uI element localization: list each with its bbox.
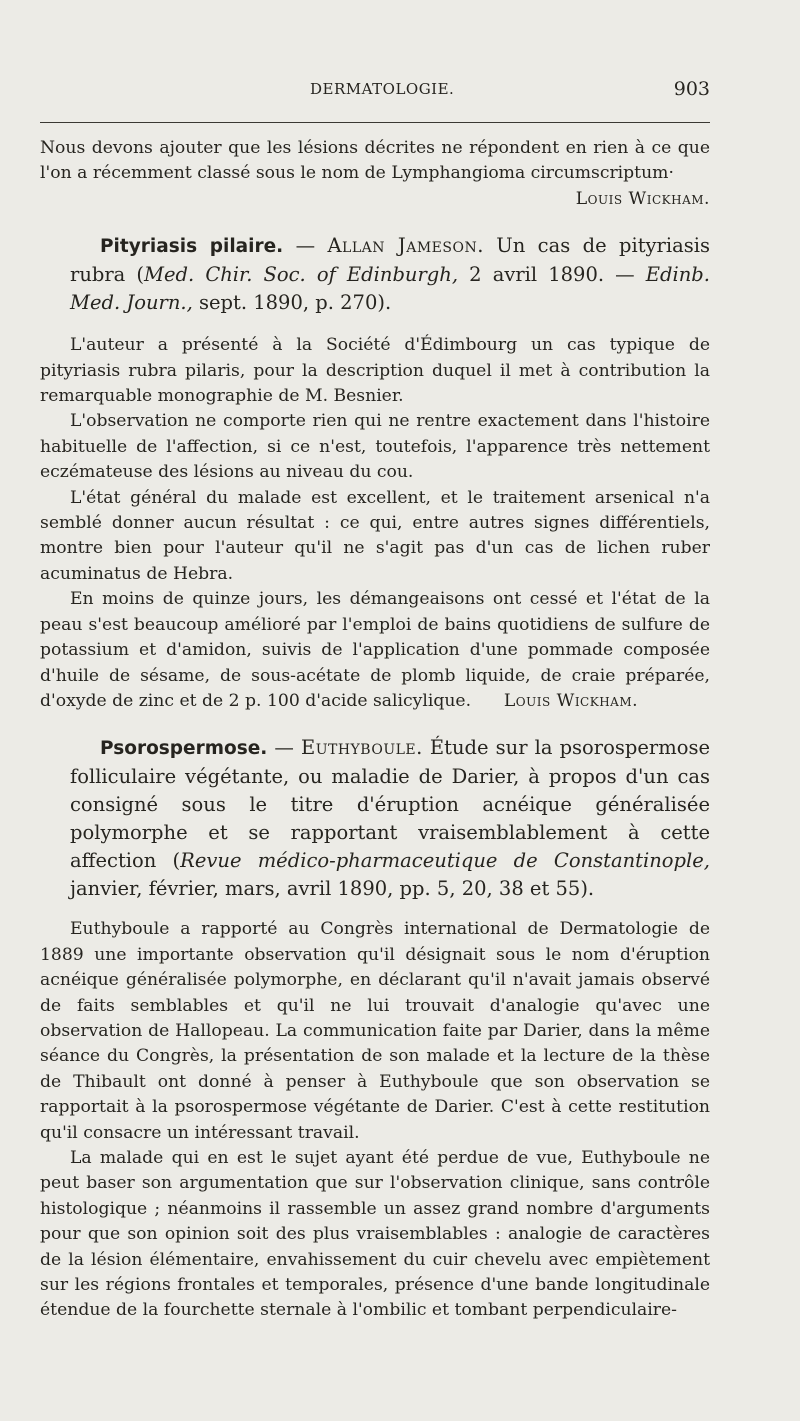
- intro-paragraph: Nous devons ajouter que les lésions décrites ne répondent en rien à ce que l'on a récemment classé sous le nom de Lymphangioma circumscriptum·: [40, 138, 710, 184]
- article1-paragraph: L'observation ne comporte rien qui ne rentre exactement dans l'histoire habituelle de l'affection, si ce n'est, toutefois, l'apparence très nettement eczémateuse des lésions au niveau du cou.: [40, 411, 710, 483]
- article1-paragraph: L'auteur a présenté à la Société d'Édimbourg un cas typique de pityriasis rubra pilaris, pour la description duquel il met à contribution la remarquable monographie de M. Besnier.: [40, 335, 710, 407]
- page-number: 903: [673, 78, 710, 100]
- article2-title: Psorospermose.: [100, 738, 268, 760]
- page-content: [40, 136, 710, 1324]
- article2-author: Euthyboule.: [300, 736, 423, 760]
- article2-paragraph: Euthyboule a rapporté au Congrès international de Dermatologie de 1889 une importante observation qu'il désignait sous le nom d'éruption acnéique généralisée polymorphe, en déclarant qu'il n'avait jamais observé de faits semblables et qu'il ne lui trouvait d'analogie qu'avec une observation de Hallopeau. La communication faite par Darier, dans la même séance du Congrès, la présentation de son malade et la lecture de la thèse de Thibault ont donné à penser à Euthyboule que son observation se rapportait à la psorospermose végétante de Darier. C'est à cette restitution qu'il consacre un intéressant travail.: [40, 919, 710, 1143]
- article1-heading: Pityriasis pilaire. — Allan Jameson. Un cas de pityriasis rubra (Med. Chir. Soc. of Edinburgh, 2 avril 1890. — Edinb. Med. Journ., sept. 1890, p. 270).: [70, 234, 710, 315]
- article1-author: Allan Jameson.: [327, 234, 484, 258]
- article2-heading: Psorospermose. — Euthyboule. Étude sur la psorospermose folliculaire végétante, ou maladie de Darier, à propos d'un cas consigné sous le titre d'éruption acnéique généralisée polymorphe et se rapportant vraisemblablement à cette affection (Revue médico-pharmaceutique de Constantinople, janvier, février, mars, avril 1890, pp. 5, 20, 38 et 55).: [70, 736, 710, 901]
- article1-title: Pityriasis pilaire.: [100, 236, 284, 258]
- article1-signature: Louis Wickham.: [503, 690, 639, 711]
- article1-journal: Med. Chir. Soc. of Edinburgh,: [144, 263, 459, 287]
- intro-signature: Louis Wickham.: [575, 188, 710, 209]
- page-header: [40, 78, 710, 108]
- article1-paragraph: L'état général du malade est excellent, et le traitement arsenical n'a semblé donner aucun résultat : ce qui, entre autres signes différentiels, montre bien pour l'auteur qu'il ne s'agit pas d'un cas de lichen ruber acuminatus de Hebra.: [40, 487, 710, 584]
- article2-journal: Revue médico-pharmaceutique de Constantinople,: [180, 849, 710, 873]
- article1-journal2: Edinb. Med. Journ.,: [70, 263, 710, 315]
- article2-paragraph: La malade qui en est le sujet ayant été perdue de vue, Euthyboule ne peut baser son argumentation que sur l'observation clinique, sans contrôle histologique ; néanmoins il rassemble un assez grand nombre d'arguments pour que son opinion soit des plus vraisemblables : analogie de caractères de la lésion élémentaire, envahissement du cuir chevelu avec empiètement sur les régions frontales et temporales, présence d'une bande longitudinale étendue de la fourchette sternale à l'ombilic et tombant perpendiculaire-: [40, 1147, 710, 1321]
- header-rule: [40, 122, 710, 123]
- article1-paragraph: En moins de quinze jours, les démangeaisons ont cessé et l'état de la peau s'est beaucoup amélioré par l'emploi de bains quotidiens de sulfure de potassium et d'amidon, suivis de l'application d'une pommade composée d'huile de sésame, de sous-acétate de plomb liquide, de craie préparée, d'oxyde de zinc et de 2 p. 100 d'acide salicylique. Louis Wickham.: [40, 589, 710, 711]
- running-head: DERMATOLOGIE.: [310, 80, 455, 98]
